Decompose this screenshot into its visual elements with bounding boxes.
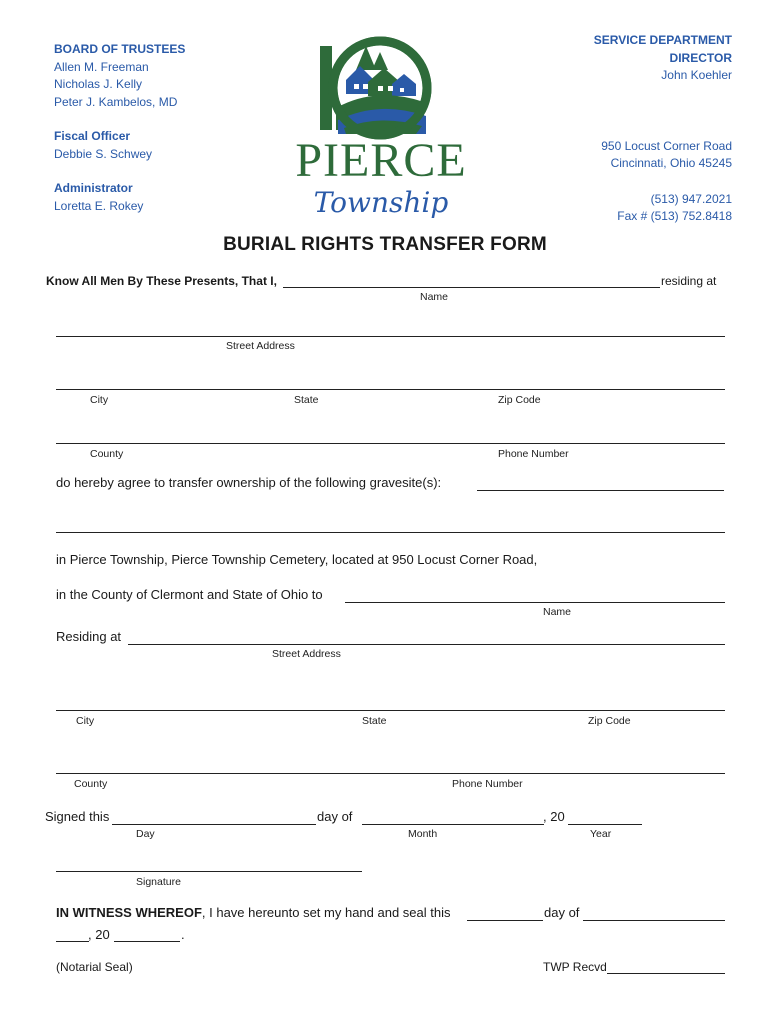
caption-zip-2: Zip Code [588,715,631,727]
logo-word: PIERCE [295,134,467,187]
township-logo [276,30,486,230]
caption-phone: Phone Number [498,448,569,460]
caption-county: County [90,448,124,460]
street-address-line-2[interactable] [128,644,725,645]
logo-script: Township [313,186,449,219]
twp-recvd-line[interactable] [607,973,725,974]
caption-month: Month [408,828,438,840]
address-line: 950 Locust Corner Road [601,138,732,153]
caption-city: City [90,394,109,406]
witness-period: . [181,927,185,942]
year-line[interactable] [568,824,642,825]
caption-county-2: County [74,778,108,790]
witness-year-line[interactable] [114,941,180,942]
caption-year: Year [590,828,612,840]
header-right [492,32,732,226]
witness-year-prefix: , 20 [88,927,110,942]
caption-state-2: State [362,715,387,727]
signed-this-label: Signed this [45,809,110,824]
street-address-line[interactable] [56,336,725,337]
agree-text: do hereby agree to transfer ownership of the following gravesite(s): [56,475,442,490]
twp-recvd-label: TWP Recvd [543,960,607,974]
day-of-label: day of [317,809,353,824]
header-left [54,41,185,215]
address-line: Cincinnati, Ohio 45245 [610,156,732,170]
day-line[interactable] [112,824,316,825]
caption-phone-2: Phone Number [452,778,523,790]
fiscal-heading: Fiscal Officer [54,129,131,143]
admin-name: Loretta E. Rokey [54,198,144,213]
county-state-text: in the County of Clermont and State of Ohio to [56,587,323,602]
caption-day: Day [136,828,155,840]
trustee-name: Peter J. Kambelos, MD [54,94,178,109]
director-name: John Koehler [661,68,732,82]
pierce-location-text: in Pierce Township, Pierce Township Cemetery, located at 950 Locust Corner Road, [56,552,538,567]
residing-at-label-2: Residing at [56,629,122,644]
county-phone-line[interactable] [56,443,725,444]
trustee-name: Allen M. Freeman [54,59,149,74]
witness-day-line[interactable] [467,920,543,921]
caption-state: State [294,394,319,406]
caption-street-address-2: Street Address [272,648,341,660]
witness-text [56,905,451,920]
fax: Fax # (513) 752.8418 [617,209,732,223]
transferee-name-line[interactable] [345,602,725,603]
city-state-zip-line[interactable] [56,389,725,390]
county-phone-line-2[interactable] [56,773,725,774]
witness-body: , I have hereunto set my hand and seal this [201,905,451,920]
caption-signature: Signature [136,876,181,888]
city-state-zip-line-2[interactable] [56,710,725,711]
service-heading: SERVICE DEPARTMENT [593,33,732,47]
caption-zip: Zip Code [498,394,541,406]
intro-text: Know All Men By These Presents, That I, [46,274,277,288]
caption-city-2: City [76,715,95,727]
witness-month-line[interactable] [583,920,725,921]
year-prefix: , 20 [543,809,565,824]
caption-name-2: Name [543,606,572,618]
month-line[interactable] [362,824,544,825]
trustee-name: Nicholas J. Kelly [54,77,143,91]
gravesite-line-2[interactable] [56,532,725,533]
caption-street-address: Street Address [226,340,295,352]
caption-name: Name [420,291,449,303]
fiscal-name: Debbie S. Schwey [54,146,153,161]
residing-at-label: residing at [661,274,717,288]
board-heading: BOARD OF TRUSTEES [54,42,186,56]
witness-heading: IN WITNESS WHEREOF [56,905,202,920]
name-line[interactable] [283,287,660,288]
witness-month-line-2[interactable] [56,941,89,942]
signature-line[interactable] [56,871,362,872]
witness-day-of-label: day of [544,905,580,920]
service-heading: DIRECTOR [669,50,732,65]
page-title: BURIAL RIGHTS TRANSFER FORM [223,234,547,255]
admin-heading: Administrator [54,181,133,195]
notarial-seal-label: (Notarial Seal) [56,960,133,974]
phone: (513) 947.2021 [650,191,732,206]
gravesite-line[interactable] [477,490,724,491]
